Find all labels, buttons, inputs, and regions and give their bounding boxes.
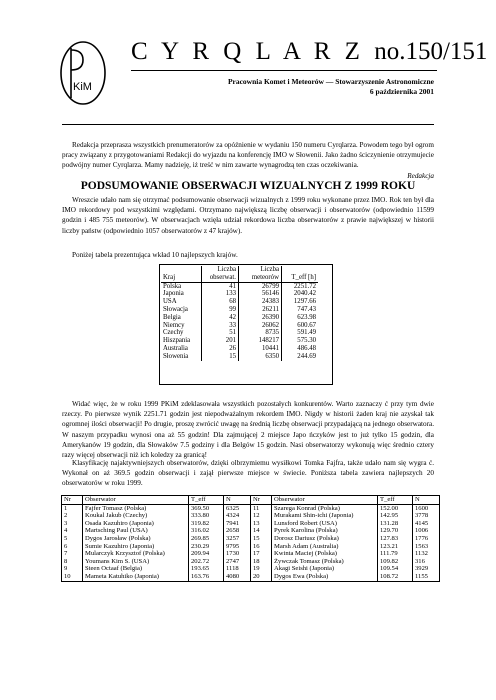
n-cell: 1006 (415, 527, 429, 535)
teff-cell: 129.70 (378, 527, 413, 535)
observer-cell: Kwinta Maciej (Polska) (272, 550, 378, 558)
col-header-teff: T_eff (189, 496, 224, 505)
teff-cell: 623.98 (297, 313, 316, 321)
observer-cell: Lunsford Robert (USA) (272, 520, 378, 528)
observers-cell: 33 (202, 322, 239, 330)
col-header-n: N (224, 496, 251, 505)
table-row (161, 282, 318, 290)
table-row (161, 290, 318, 298)
teff-cell: 230.29 (189, 543, 224, 551)
teff-cell: 123.21 (378, 543, 413, 551)
pkim-logo (57, 38, 109, 108)
n-cell: 3929 (415, 565, 429, 573)
observers-cell: 41 (202, 282, 239, 290)
teff-cell: 2040.42 (293, 290, 316, 298)
observer-cell: Mularczyk Krzysztof (Polska) (83, 550, 189, 558)
observer-cell: Dygos Ewa (Polska) (272, 573, 378, 581)
section-paragraph-3: Widać więc, że w roku 1999 PKiM zdeklasowała wszystkich pozostałych konkurentów. Warto zaznaczy ć przy tym dwie rzeczy. Po pierwsze wynik 2251.71 godzin jest niepodważalnym rekordem IMO. Nigdy w historii żaden kraj nie azyskał tak ogromnej ilości obserwacji! Po drugie, proszę zwrócić uwagę na średnią liczbę obserwacji przypadającą na jednego obserwatora. W naszym przypadku wynosi ona aż 55 godzin! Dla zajmującej 2 miejsce Japo ńczyków jest to już tylko 15 godzin, dla Amerykanów 19 godzin, dla Słowaków 7.5 godziny i dla Belgów 15 godzin. Nasi obserwatorzy wykonują więc średnio cztery razy więcej obserwacji niż ich koledzy za granicą! (62, 400, 434, 460)
observer-cell: Szarega Konrad (Polska) (272, 504, 378, 512)
table-row (62, 527, 440, 535)
n-cell: 1600 (415, 504, 429, 512)
table-row (62, 520, 440, 528)
observers-cell: 42 (202, 314, 239, 322)
meteors-cell: 6350 (239, 353, 282, 361)
observers-cell: 26 (202, 345, 239, 353)
table-row (62, 535, 440, 543)
meteors-cell: 10441 (239, 345, 282, 353)
observer-cell: Sumie Kazuhiro (Japonia) (83, 543, 189, 551)
table-row (161, 329, 318, 337)
n-cell: 4324 (224, 512, 251, 520)
rank-cell: 6 (62, 543, 83, 551)
observers-cell: 51 (202, 329, 239, 337)
masthead-title (131, 38, 488, 66)
observers-cell: 201 (202, 337, 239, 345)
teff-cell: 2251.72 (293, 282, 316, 290)
n-cell: 1563 (415, 542, 429, 550)
rank-cell: 10 (62, 573, 83, 581)
teff-cell: 747.43 (297, 305, 316, 313)
teff-cell: 142.95 (378, 512, 413, 520)
observer-cell: Akagi Seishi (Japonia) (272, 565, 378, 573)
country-cell: Niemcy (161, 322, 202, 330)
observer-cell: Martsching Paul (USA) (83, 527, 189, 535)
issue-date: 6 października 2001 (369, 87, 434, 96)
teff-cell: 369.50 (189, 504, 224, 512)
teff-cell: 333.80 (189, 512, 224, 520)
meteors-cell: 56146 (239, 290, 282, 298)
table-header-row (161, 266, 318, 282)
table-row (161, 353, 318, 361)
table-row (62, 543, 440, 551)
masthead-subtitle (228, 77, 434, 97)
n-cell: 3778 (415, 512, 429, 520)
rank-cell: 8 (62, 558, 83, 566)
teff-cell: 109.54 (378, 565, 413, 573)
meteors-cell: 24383 (239, 298, 282, 306)
teff-cell: 209.94 (189, 550, 224, 558)
rank-cell: 5 (62, 535, 83, 543)
teff-cell: 319.82 (189, 520, 224, 528)
col-header-meteors: Liczba meteorów (239, 266, 282, 282)
n-cell: 1118 (224, 565, 251, 573)
teff-cell: 486.48 (297, 344, 316, 352)
observer-cell: Żywczak Tomasz (Polska) (272, 558, 378, 566)
table-row (62, 550, 440, 558)
teff-cell: 1297.66 (293, 298, 316, 306)
teff-cell: 575.30 (297, 337, 316, 345)
country-cell: Polska (161, 282, 202, 290)
table-row (161, 298, 318, 306)
col-header-nr-2: Nr (251, 496, 272, 505)
observers-table (61, 495, 440, 582)
rank-cell: 7 (62, 550, 83, 558)
rank-cell: 2 (62, 512, 83, 520)
section-paragraph-2: Poniżej tabela prezentująca wkład 10 najlepszych krajów. (72, 251, 238, 259)
table-row (161, 314, 318, 322)
teff-cell: 163.76 (189, 573, 224, 581)
meteors-cell: 26211 (239, 306, 282, 314)
col-header-observers: Liczba obserwat. (202, 266, 239, 282)
meteors-cell: 26799 (239, 282, 282, 290)
teff-cell: 591.49 (297, 329, 316, 337)
n-cell: 2658 (224, 527, 251, 535)
header-divider (62, 124, 434, 125)
table-row (62, 565, 440, 573)
col-header-teff-2: T_eff (378, 496, 413, 505)
country-cell: Słowacja (161, 306, 202, 314)
observer-cell: Pyrek Karolina (Polska) (272, 527, 378, 535)
table-header-row (62, 496, 440, 505)
svg-text:KiM: KiM (73, 81, 92, 93)
teff-cell: 244.69 (297, 352, 316, 360)
rank-cell: 3 (62, 520, 83, 528)
rank-cell: 20 (251, 573, 272, 581)
col-header-observer-2: Obserwator (272, 496, 378, 505)
rank-cell: 18 (251, 558, 272, 566)
observer-cell: Murakami Shin-ichi (Japonia) (272, 512, 378, 520)
n-cell: 1132 (415, 550, 428, 558)
country-cell: Hiszpania (161, 337, 202, 345)
rank-cell: 17 (251, 550, 272, 558)
country-cell: Czechy (161, 329, 202, 337)
n-cell: 4145 (415, 519, 429, 527)
table-row (62, 504, 440, 512)
table-row (62, 573, 440, 581)
section-title: PODSUMOWANIE OBSERWACJI WIZUALNYCH Z 1999 ROKU (80, 180, 416, 192)
n-cell: 9795 (224, 543, 251, 551)
table-row (161, 306, 318, 314)
teff-cell: 269.85 (189, 535, 224, 543)
rank-cell: 16 (251, 543, 272, 551)
n-cell: 6325 (224, 504, 251, 512)
n-cell: 3257 (224, 535, 251, 543)
publisher-line: Pracownia Komet i Meteorów — Stowarzyszenie Astronomiczne (227, 77, 434, 86)
teff-cell: 108.72 (378, 573, 413, 581)
n-cell: 1155 (415, 572, 428, 580)
masthead-issue: no.150/151 (374, 38, 488, 65)
table-row (161, 337, 318, 345)
rank-cell: 9 (62, 565, 83, 573)
observer-cell: Steen Octaaf (Belgia) (83, 565, 189, 573)
col-header-nr: Nr (62, 496, 83, 505)
rank-cell: 13 (251, 520, 272, 528)
table-row (161, 345, 318, 353)
country-cell: Słowenia (161, 353, 202, 361)
observer-cell: Marsh Adam (Australia) (272, 543, 378, 551)
rank-cell: 4 (62, 527, 83, 535)
teff-cell: 193.65 (189, 565, 224, 573)
meteors-cell: 26062 (239, 322, 282, 330)
observer-cell: Youmans Kim S. (USA) (83, 558, 189, 566)
country-cell: USA (161, 298, 202, 306)
observer-cell: Mameta Katuhiko (Japonia) (83, 573, 189, 581)
meteors-cell: 26390 (239, 314, 282, 322)
editorial-note: Redakcja przeprasza wszystkich prenumeratorów za opóźnienie w wydaniu 150 numeru Cyrqlarza. Powodem tego był ogrom pracy związany z przygotowaniami Redakcji do wyjazdu na konferencję IMO w Słowenii. Jako żadno ściczynienie otrzymujecie podwójny numer Cyrqlarza. Mamy nadzieję, iż treść w nim zawarte wynagrodzą ten czas oczekiwania. (62, 141, 434, 170)
col-header-teff: T_eff [h] (282, 266, 319, 282)
teff-cell: 127.83 (378, 535, 413, 543)
editorial-signature: Redakcja (407, 172, 434, 180)
n-cell: 2747 (224, 558, 251, 566)
n-cell: 4080 (224, 573, 251, 581)
n-cell: 316 (415, 557, 425, 565)
teff-cell: 202.72 (189, 558, 224, 566)
observers-cell: 99 (202, 306, 239, 314)
rank-cell: 12 (251, 512, 272, 520)
table-row (161, 322, 318, 330)
country-cell: Australia (161, 345, 202, 353)
rank-cell: 1 (62, 504, 83, 512)
rank-cell: 11 (251, 504, 272, 512)
rank-cell: 19 (251, 565, 272, 573)
teff-cell: 131.28 (378, 520, 413, 528)
col-header-country: Kraj (161, 266, 202, 282)
observers-cell: 15 (202, 353, 239, 361)
teff-cell: 316.02 (189, 527, 224, 535)
meteors-cell: 148217 (239, 337, 282, 345)
n-cell: 1730 (224, 550, 251, 558)
section-paragraph-1: Wreszcie udało nam się otrzymać podsumowanie obserwacji wizualnych z 1999 roku wykonane przez IMO. Rok ten był dla IMO rekordowy pod wszystkimi względami. Otrzymano największą liczbę obserwacji i obserwatorów (odpowiednio 11599 godzin i 485 755 meteorów). W obserwacjach wzięła udział rekordowa liczba obserwatorów z prawie największej w historii liczby państw (odpowiednio 1057 obserwatorów z 47 krajów). (62, 196, 434, 235)
observer-cell: Dorosz Dariusz (Polska) (272, 535, 378, 543)
col-header-observer: Obserwator (83, 496, 189, 505)
teff-cell: 600.67 (297, 321, 316, 329)
masthead-name: C Y R Q L A R Z (131, 38, 364, 65)
observer-cell: Osada Kazuhiro (Japonia) (83, 520, 189, 528)
n-cell: 1776 (415, 534, 429, 542)
observer-cell: Fajfer Tomasz (Polska) (83, 504, 189, 512)
masthead-rule (131, 70, 437, 71)
n-cell: 7941 (224, 520, 251, 528)
section-paragraph-4: Klasyfikację najaktywniejszych obserwatorów, dzięki olbrzymiemu wysiłkowi Tomka Fajfra, także udało nam się wygra ć. Wykonał on aż 369.5 godzin obserwacji i zajął pierwsze miejsce w świecie. Poniższa tabela zawiera najlepszych 20 obserwatorów w roku 1999. (62, 459, 434, 488)
teff-cell: 111.79 (378, 550, 413, 558)
observers-cell: 133 (202, 290, 239, 298)
observer-cell: Dygos Jarosław (Polska) (83, 535, 189, 543)
table-row (62, 512, 440, 520)
countries-table (161, 266, 318, 361)
rank-cell: 14 (251, 527, 272, 535)
teff-cell: 152.00 (378, 504, 413, 512)
observers-cell: 68 (202, 298, 239, 306)
table-row (62, 558, 440, 566)
observer-cell: Koukal Jakub (Czechy) (83, 512, 189, 520)
country-cell: Japonia (161, 290, 202, 298)
meteors-cell: 8735 (239, 329, 282, 337)
rank-cell: 15 (251, 535, 272, 543)
country-cell: Belgia (161, 314, 202, 322)
teff-cell: 109.82 (378, 558, 413, 566)
col-header-n-2: N (413, 496, 440, 505)
